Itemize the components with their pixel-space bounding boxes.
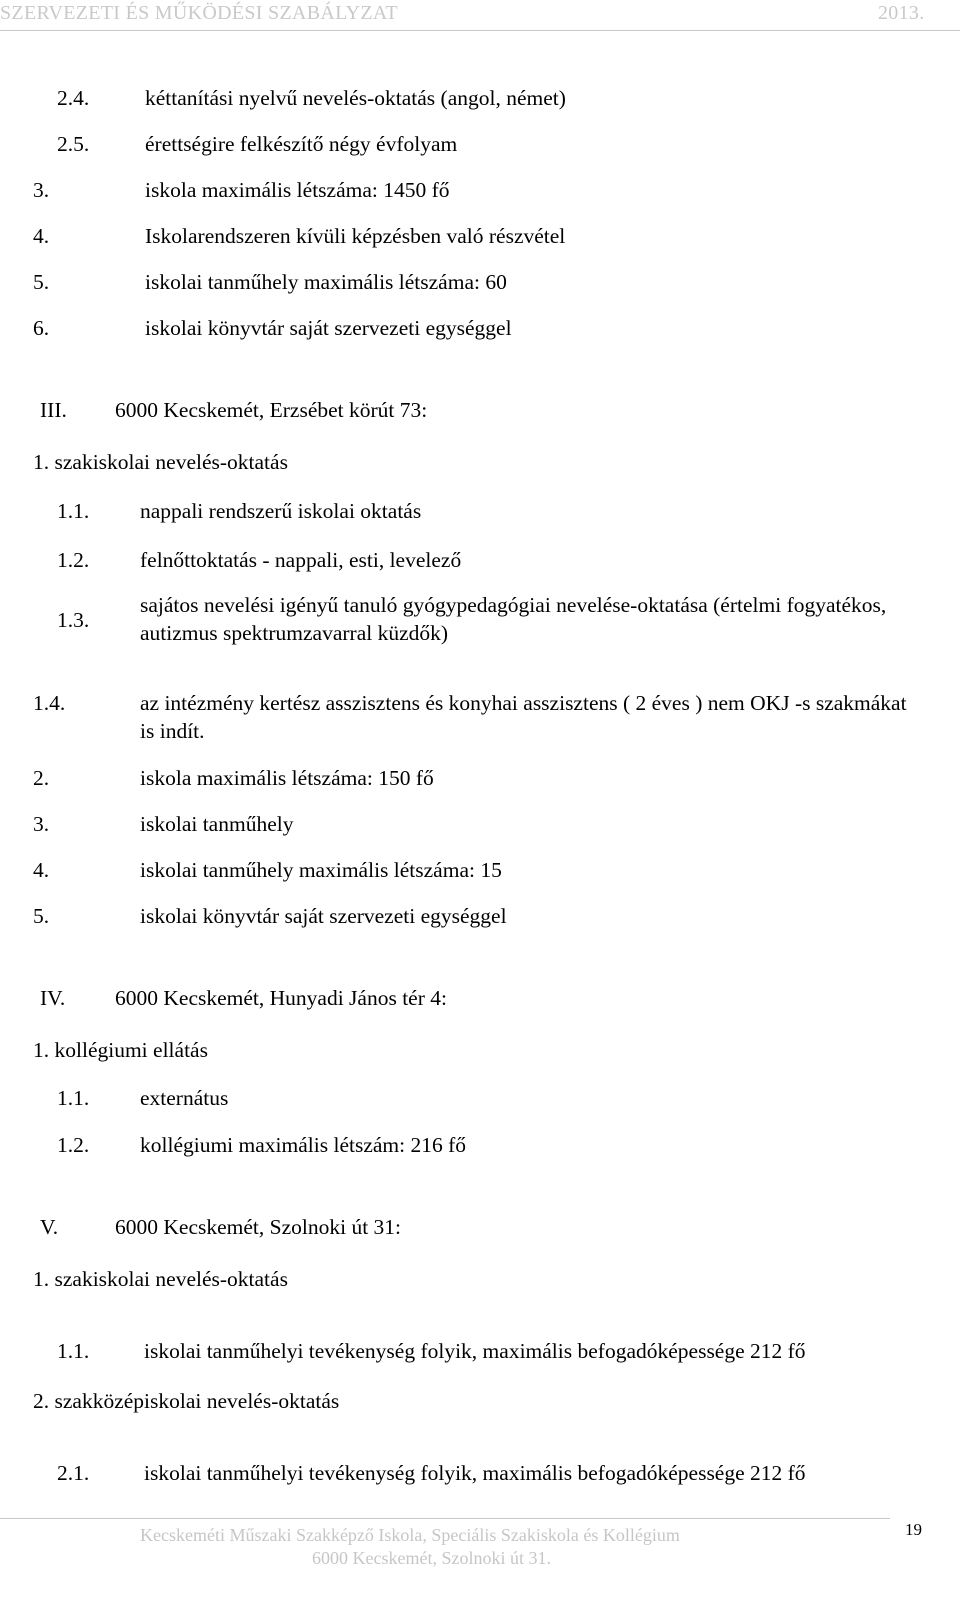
list-item-text: iskolai tanműhelyi tevékenység folyik, maximális befogadóképessége 212 fő bbox=[144, 1461, 806, 1485]
list-item-number: 1.1. bbox=[57, 499, 90, 523]
list-item-number: 4. bbox=[33, 224, 50, 248]
section-address: 6000 Kecskemét, Szolnoki út 31: bbox=[115, 1215, 402, 1239]
list-item-number: 4. bbox=[33, 858, 50, 882]
document-header-title: SZERVEZETI ÉS MŰKÖDÉSI SZABÁLYZAT bbox=[0, 2, 398, 24]
section-heading: 1. szakiskolai nevelés-oktatás bbox=[33, 1267, 288, 1291]
list-item-number: 1.3. bbox=[57, 608, 90, 632]
list-item-number: 1.4. bbox=[33, 691, 66, 715]
list-item-number: 1.2. bbox=[57, 1133, 90, 1157]
list-item-number: 1.2. bbox=[57, 548, 90, 572]
list-item-text: nappali rendszerű iskolai oktatás bbox=[140, 499, 422, 523]
header-rule bbox=[0, 30, 960, 31]
document-header-year: 2013. bbox=[878, 2, 925, 24]
list-item-text: kollégiumi maximális létszám: 216 fő bbox=[140, 1133, 467, 1157]
list-item-text: kéttanítási nyelvű nevelés-oktatás (angol, német) bbox=[145, 86, 566, 110]
list-item-text: érettségire felkészítő négy évfolyam bbox=[145, 132, 458, 156]
footer-institution: Kecskeméti Műszaki Szakképző Iskola, Speciális Szakiskola és Kollégium bbox=[140, 1525, 680, 1545]
list-item-text: iskolai tanműhely bbox=[140, 812, 294, 836]
list-item-text: iskola maximális létszáma: 1450 fő bbox=[145, 178, 450, 202]
list-item-text: az intézmény kertész asszisztens és konyhai asszisztens ( 2 éves ) nem OKJ -s szakmákat is indít. bbox=[140, 691, 907, 743]
list-item-number: 2.5. bbox=[57, 132, 90, 156]
section-heading: 1. szakiskolai nevelés-oktatás bbox=[33, 450, 288, 474]
list-item-text: iskola maximális létszáma: 150 fő bbox=[140, 766, 434, 790]
list-item-text: felnőttoktatás - nappali, esti, levelező bbox=[140, 548, 462, 572]
section-address: 6000 Kecskemét, Erzsébet körút 73: bbox=[115, 398, 428, 422]
list-item-number: 5. bbox=[33, 270, 50, 294]
list-item-number: 2. bbox=[33, 766, 50, 790]
section-number: III. bbox=[40, 398, 67, 422]
page-number: 19 bbox=[905, 1520, 922, 1539]
section-heading: 2. szakközépiskolai nevelés-oktatás bbox=[33, 1389, 340, 1413]
list-item-text: iskolai könyvtár saját szervezeti egységgel bbox=[145, 316, 512, 340]
list-item-number: 2.4. bbox=[57, 86, 90, 110]
list-item-text: sajátos nevelési igényű tanuló gyógypedagógiai nevelése-oktatása (értelmi fogyatékos, autizmus spektrumzavarral küzdők) bbox=[140, 593, 887, 645]
footer-address: 6000 Kecskemét, Szolnoki út 31. bbox=[312, 1548, 551, 1568]
list-item-text: iskolai tanműhely maximális létszáma: 60 bbox=[145, 270, 507, 294]
section-number: V. bbox=[40, 1215, 59, 1239]
list-item-text: Iskolarendszeren kívüli képzésben való részvétel bbox=[145, 224, 566, 248]
list-item-number: 6. bbox=[33, 316, 50, 340]
section-heading: 1. kollégiumi ellátás bbox=[33, 1038, 208, 1062]
list-item-text: iskolai könyvtár saját szervezeti egységgel bbox=[140, 904, 507, 928]
list-item-text: iskolai tanműhely maximális létszáma: 15 bbox=[140, 858, 502, 882]
list-item-text: iskolai tanműhelyi tevékenység folyik, maximális befogadóképessége 212 fő bbox=[144, 1339, 806, 1363]
section-number: IV. bbox=[40, 986, 66, 1010]
list-item-text: externátus bbox=[140, 1086, 229, 1110]
list-item-number: 1.1. bbox=[57, 1339, 90, 1363]
list-item-number: 2.1. bbox=[57, 1461, 90, 1485]
list-item-number: 3. bbox=[33, 178, 50, 202]
list-item-number: 5. bbox=[33, 904, 50, 928]
list-item-number: 3. bbox=[33, 812, 50, 836]
section-address: 6000 Kecskemét, Hunyadi János tér 4: bbox=[115, 986, 447, 1010]
footer-rule bbox=[0, 1518, 890, 1519]
list-item-number: 1.1. bbox=[57, 1086, 90, 1110]
